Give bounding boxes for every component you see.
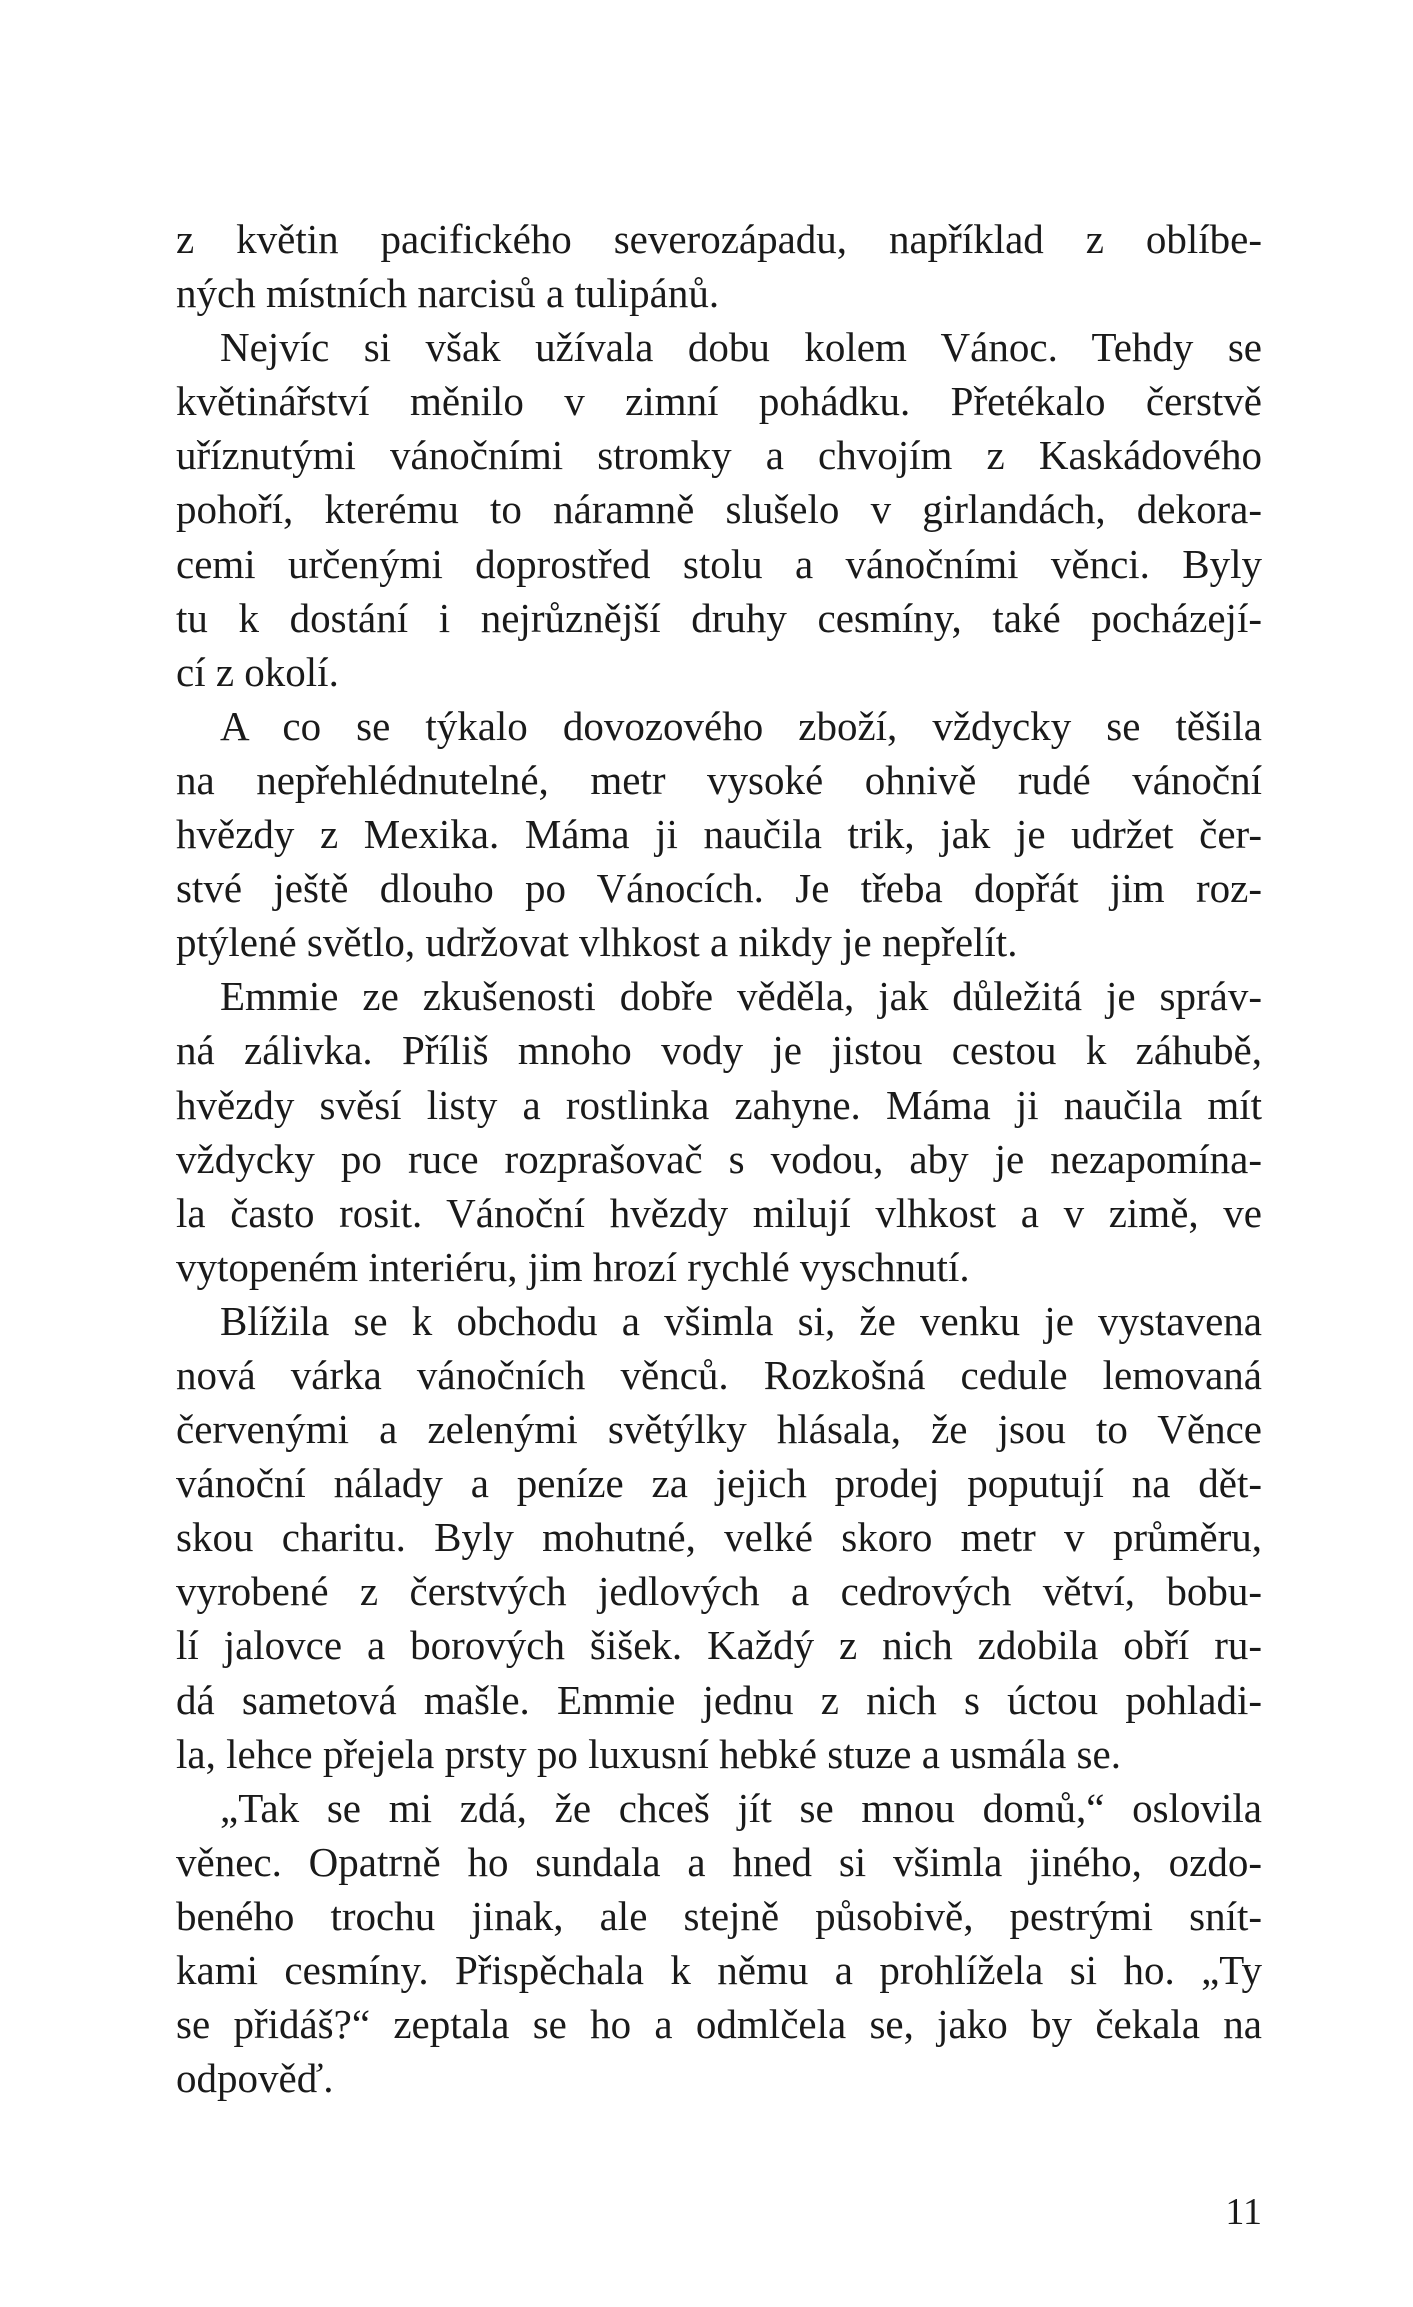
text-line: tu k dostání i nejrůznější druhy cesmíny, také pocházejí- [176, 594, 1262, 641]
text-line: pohoří, kterému to náramně slušelo v girlandách, dekora- [176, 486, 1262, 533]
text-line: odpověď. [176, 2055, 334, 2102]
text-line: ných místních narcisů a tulipánů. [176, 270, 720, 317]
text-line: vyrobené z čerstvých jedlových a cedrových větví, bobu- [176, 1568, 1262, 1615]
paragraph [176, 1294, 1262, 1781]
text-line: la, lehce přejela prsty po luxusní hebké stuze a usmála se. [176, 1730, 1121, 1777]
text-line: cemi určenými doprostřed stolu a vánočními věnci. Byly [176, 540, 1262, 587]
text-line: dá sametová mašle. Emmie jednu z nich s úctou pohladi- [176, 1676, 1262, 1723]
text-line: vánoční nálady a peníze za jejich prodej poputují na dět- [176, 1460, 1262, 1507]
text-line: červenými a zelenými světýlky hlásala, že jsou to Věnce [176, 1406, 1262, 1453]
text-line: lí jalovce a borových šišek. Každý z nich zdobila obří ru- [176, 1622, 1262, 1669]
text-line: stvé ještě dlouho po Vánocích. Je třeba dopřát jim roz- [176, 865, 1262, 912]
text-line: skou charitu. Byly mohutné, velké skoro metr v průměru, [176, 1514, 1262, 1561]
text-line: A co se týkalo dovozového zboží, vždycky se těšila [220, 702, 1262, 749]
text-line: Emmie ze zkušenosti dobře věděla, jak důležitá je správ- [220, 973, 1262, 1020]
text-line: na nepřehlédnutelné, metr vysoké ohnivě rudé vánoční [176, 756, 1262, 803]
text-line: věnec. Opatrně ho sundala a hned si všimla jiného, ozdo- [176, 1838, 1262, 1885]
text-line: ná zálivka. Příliš mnoho vody je jistou cestou k záhubě, [176, 1027, 1262, 1074]
text-line: ptýlené světlo, udržovat vlhkost a nikdy je nepřelít. [176, 919, 1018, 966]
text-line: „Tak se mi zdá, že chceš jít se mnou domů,“ oslovila [220, 1784, 1262, 1831]
paragraph [176, 969, 1262, 1294]
text-line: hvězdy z Mexika. Máma ji naučila trik, jak je udržet čer- [176, 811, 1262, 858]
text-line: nová várka vánočních věnců. Rozkošná cedule lemovaná [176, 1351, 1262, 1398]
text-line: cí z okolí. [176, 648, 339, 695]
text-line: hvězdy svěsí listy a rostlinka zahyne. Máma ji naučila mít [176, 1081, 1262, 1128]
text-line: vytopeném interiéru, jim hrozí rychlé vyschnutí. [176, 1243, 970, 1290]
page-number: 11 [1225, 2191, 1262, 2233]
paragraph [176, 320, 1262, 699]
text-line: beného trochu jinak, ale stejně působivě, pestrými snít- [176, 1892, 1262, 1939]
text-line: z květin pacifického severozápadu, například z oblíbe- [176, 216, 1262, 262]
text-line: Nejvíc si však užívala dobu kolem Vánoc. Tehdy se [220, 324, 1262, 371]
text-line: kami cesmíny. Přispěchala k němu a prohlížela si ho. „Ty [176, 1947, 1262, 1993]
text-line: vždycky po ruce rozprašovač s vodou, aby je nezapomína- [176, 1135, 1262, 1182]
paragraph [176, 212, 1262, 320]
text-line: uříznutými vánočními stromky a chvojím z Kaskádového [176, 432, 1262, 479]
body-text [176, 212, 1262, 2105]
paragraph [176, 1781, 1262, 2106]
text-line: la často rosit. Vánoční hvězdy milují vlhkost a v zimě, ve [176, 1189, 1262, 1236]
text-line: květinářství měnilo v zimní pohádku. Přetékalo čerstvě [176, 378, 1262, 425]
text-line: se přidáš?“ zeptala se ho a odmlčela se, jako by čekala na [176, 2001, 1262, 2048]
paragraph [176, 699, 1262, 969]
text-line: Blížila se k obchodu a všimla si, že venku je vystavena [220, 1297, 1262, 1344]
